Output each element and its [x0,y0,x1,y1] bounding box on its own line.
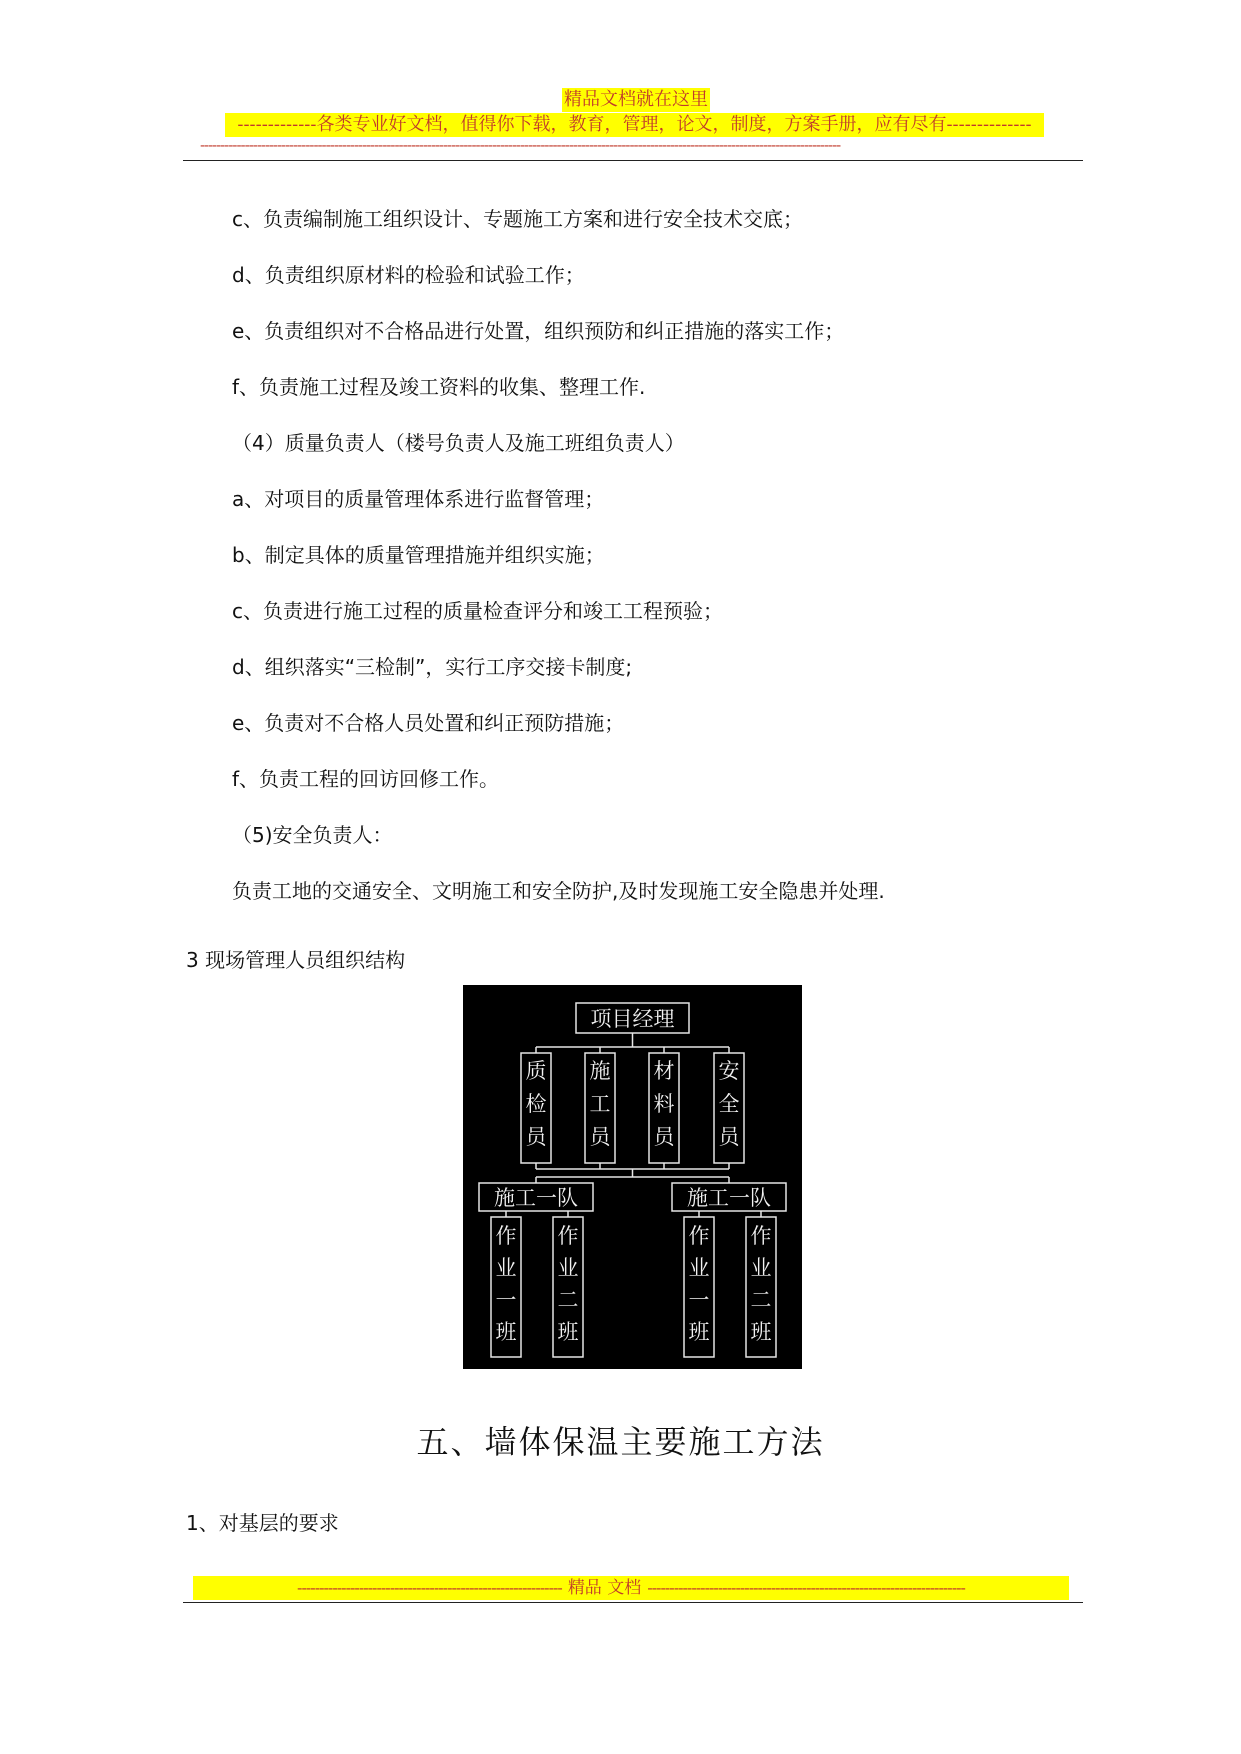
org-role-label: 安 [718,1059,740,1083]
org-role-label: 检 [525,1092,547,1116]
footer-dash-left: ------------------------------------------------------------ [297,1579,562,1597]
paragraph: e、负责组织对不合格品进行处置，组织预防和纠正措施的落实工作； [232,319,845,343]
paragraph: c、负责进行施工过程的质量检查评分和竣工工程预验； [232,599,723,623]
paragraph-heading: （4）质量负责人（楼号负责人及施工班组负责人） [232,431,685,455]
paragraph: b、制定具体的质量管理措施并组织实施； [232,543,605,567]
footer-rule [183,1602,1083,1603]
org-role-label: 员 [525,1125,547,1149]
paragraph: c、负责编制施工组织设计、专题施工方案和进行安全技术交底； [232,207,803,231]
org-group-label: 作 [495,1224,517,1248]
org-top-label: 项目经理 [590,1007,675,1031]
footer-dash-right: ------------------------------------------------------------------------ [647,1579,965,1597]
paragraph: 负责工地的交通安全、文明施工和安全防护,及时发现施工安全隐患并处理. [232,879,885,903]
org-role-label: 质 [525,1059,547,1083]
footer-label: 精品 文档 [567,1578,642,1598]
org-group-label: 作 [688,1224,710,1248]
org-group-label: 班 [557,1320,579,1344]
paragraph: e、负责对不合格人员处置和纠正预防措施； [232,711,625,735]
org-group-label: 班 [495,1320,517,1344]
paragraph: f、负责工程的回访回修工作。 [232,767,500,791]
org-role-label: 施 [589,1059,611,1083]
paragraph: f、负责施工过程及竣工资料的收集、整理工作. [232,375,646,399]
org-group-label: 作 [750,1224,772,1248]
paragraph: d、组织落实“三检制”，实行工序交接卡制度; [232,655,633,679]
org-team-label: 施工一队 [687,1186,771,1210]
org-group-label: 作 [557,1224,579,1248]
org-role-label: 员 [718,1125,740,1149]
paragraph-heading: （5)安全负责人： [232,823,393,847]
org-group-label: 业 [557,1256,579,1280]
header-rule [183,160,1083,161]
paragraph: d、负责组织原材料的检验和试验工作； [232,263,585,287]
footer-bar [193,1576,1069,1600]
org-role-label: 料 [653,1092,675,1116]
org-group-label: 业 [688,1256,710,1280]
org-chart [463,985,802,1369]
org-group-label: 业 [495,1256,517,1280]
org-group-label: 一 [688,1288,710,1312]
org-role-label: 员 [589,1125,611,1149]
section-title: 五、墙体保温主要施工方法 [416,1423,825,1461]
org-group-label: 班 [750,1320,772,1344]
org-group-label: 班 [688,1320,710,1344]
subheading: 3 现场管理人员组织结构 [186,948,406,972]
section-item: 1、对基层的要求 [186,1511,339,1535]
org-group-label: 二 [750,1288,772,1312]
header-title: 精品文档就在这里 [564,89,708,110]
org-role-label: 工 [589,1092,611,1116]
org-group-label: 业 [750,1256,772,1280]
org-team-label: 施工一队 [494,1186,578,1210]
org-role-label: 全 [718,1092,740,1116]
org-role-label: 员 [653,1125,675,1149]
org-group-label: 一 [495,1288,517,1312]
header-dash-line: -------------------------------------------------------------------------------------------------------------------------------------------------------------- [200,138,841,154]
header-subtitle: -------------各类专业好文档，值得你下载，教育，管理，论文，制度，方案手册，应有尽有-------------- [225,113,1044,137]
org-role-label: 材 [653,1059,675,1083]
paragraph: a、对项目的质量管理体系进行监督管理； [232,487,605,511]
org-group-label: 二 [557,1288,579,1312]
